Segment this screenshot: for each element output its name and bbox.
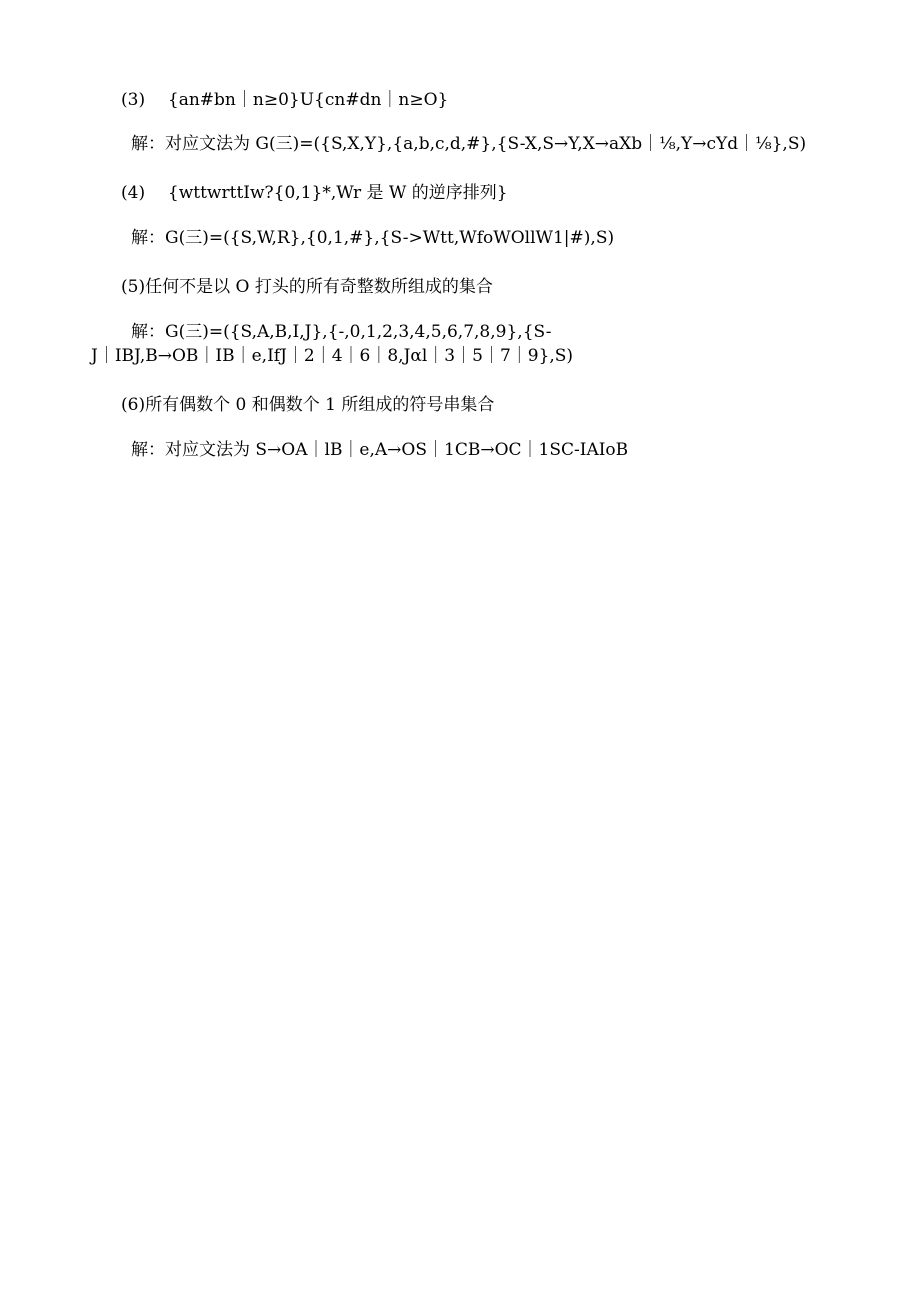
item-6-answer: 解：对应文法为 S→OA｜lB｜e,A→OS｜1CB→OC｜1SC-IAIoB (131, 440, 629, 460)
describe-3-question (121, 764, 139, 788)
item-4-question (121, 181, 508, 205)
item-5-answer-line2: J｜IBJ,B→OB｜IB｜e,IfJ｜2｜4｜6｜8,Jαl｜3｜5｜7｜9},S) (91, 346, 574, 366)
item-3-question (121, 88, 448, 112)
item-6-question: (6)所有偶数个 0 和偶数个 1 所组成的符号串集合 (121, 395, 495, 415)
item-5-answer-line1: 解：G(三)=({S,A,B,I,J},{-,0,1,2,3,4,5,6,7,8,9},{S- (131, 322, 552, 342)
item-4-answer: 解：G(三)=({S,W,R},{0,1,#},{S->Wtt,WfoWOllW1|#),S) (131, 228, 615, 248)
item-3-text: {an#bn｜n≥0}U{cn#dn｜n≥O} (167, 90, 449, 110)
item-3-label: (3) (121, 90, 146, 110)
describe-2-question (121, 648, 139, 672)
describe-1-question (121, 556, 139, 580)
item-5-question: (5)任何不是以 O 打头的所有奇整数所组成的集合 (121, 277, 493, 297)
describe-5-question (121, 1009, 139, 1033)
describe-4-question (121, 878, 139, 902)
item-3-answer: 解：对应文法为 G(三)=({S,X,Y},{a,b,c,d,#},{S-X,S→Y,X→aXb｜⅛,Y→cYd｜⅛},S) (131, 134, 807, 154)
item-4-text: {wttwrttIw?{0,1}*,Wr 是 W 的逆序排列} (167, 183, 508, 203)
item-4-label: (4) (121, 183, 146, 203)
